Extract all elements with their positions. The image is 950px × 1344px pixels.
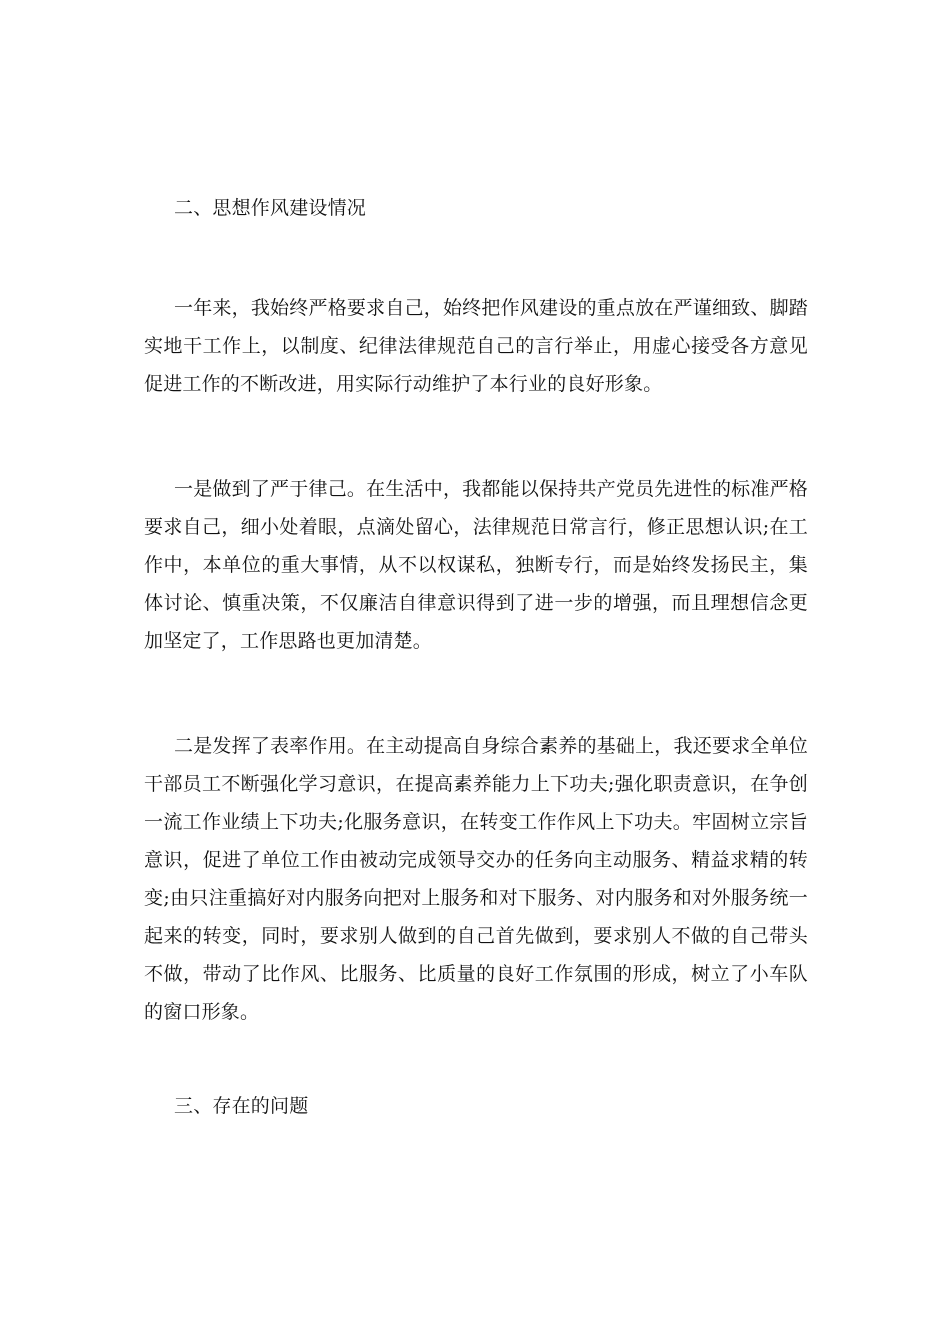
section-three-heading: 三、存在的问题 [174, 1095, 309, 1117]
paragraph-exemplary-role: 二是发挥了表率作用。在主动提高自身综合素养的基础上，我还要求全单位干部员工不断强化学习意识，在提高素养能力上下功夫;强化职责意识，在争创一流工作业绩上下功夫;化服务意识，在转变工作作风上下功夫。牢固树立宗旨意识，促进了单位工作由被动完成领导交办的任务向主动服务、精益求精的转变;由只注重搞好对内服务向把对上服务和对下服务、对内服务和对外服务统一起来的转变，同时，要求别人做到的自己首先做到，要求别人不做的自己带头不做，带动了比作风、比服务、比质量的良好工作氛围的形成，树立了小车队的窗口形象。 [144, 735, 808, 1023]
paragraph-self-discipline: 一是做到了严于律己。在生活中，我都能以保持共产党员先进性的标准严格要求自己，细小处着眼，点滴处留心，法律规范日常言行，修正思想认识;在工作中，本单位的重大事情，从不以权谋私，独断专行，而是始终发扬民主，集体讨论、慎重决策，不仅廉洁自律意识得到了进一步的增强，而且理想信念更加坚定了，工作思路也更加清楚。 [144, 478, 808, 652]
paragraph-work-style: 一年来，我始终严格要求自己，始终把作风建设的重点放在严谨细致、脚踏实地干工作上，以制度、纪律法律规范自己的言行举止，用虚心接受各方意见促进工作的不断改进，用实际行动维护了本行业的良好形象。 [144, 297, 808, 395]
section-two-heading: 二、思想作风建设情况 [174, 197, 367, 219]
